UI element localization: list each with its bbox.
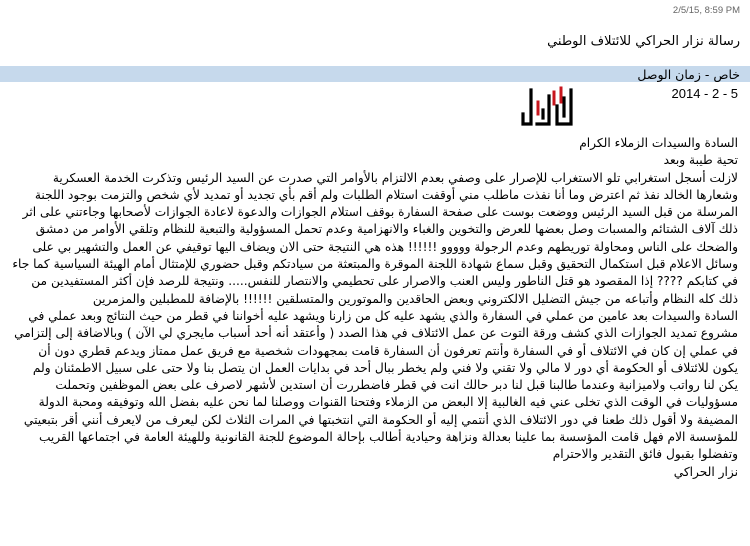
source-label: خاص - زمان الوصل: [637, 67, 740, 82]
letter-date: 2014 - 2 - 5: [671, 86, 738, 101]
letter-paragraph: السادة والسيدات بعد عامين من عملي في السفارة والذي يشهد عليه كل من زارنا ويشهد عليه أخواننا في قطر من حيث النتائج وبعد عملي في مشروع تمديد الجوازات الذي كشف ورقة التوت عن عمل الائتلاف في هذا الصدد ( وأعتقد أنه أحد أسباب مايجري لي الآن ) وبالاضافة إلى إلتزامي في عملي إن كان في الائتلاف أو في السفارة وأنتم تعرفون أن السفارة قامت بمجهودات شخصية مع فريق عمل ممتاز ويدعم قطري دون أن يكون للائتلاف أو الحكومة أي دور لا مالي ولا تقني ولا فني ولم يخطر ببال أحد في بدايات العمل ان يتصل بنا ولا حتى على سبيل الاطمئنان ولم يكن لنا رواتب ولاميزانية وعندما طالبنا قبل لنا دبر حالك انت في قطر فاضطررت أن استدين لأشهر لاصرف على بعض الموظفين وتحملت مسؤوليات في الوقت الذي تخلى عني فيه الغالبية إلا البعض من الزملاء وفتحنا القنوات ووصلنا لما نحن عليه بفضل الله وتوفيقه ومحبة الدولة المضيفة ولا أقول ذلك طعنا في دور الائتلاف الذي أنتمي إليه أو الحكومة التي انتخبتها في المرات الثلاث لكن ليعرف من لايعرف أنني أقر بتبعيتي للمؤسسة الام فهل قامت المؤسسة بما علينا بعدالة ونزاهة وحيادية أطالب بإحالة الموضوع للجنة القانونية وللهيئة العامة في اجتماعها القريب: [14, 308, 738, 445]
letter-signature: نزار الحراكي: [673, 464, 738, 479]
letter-salutation: تحية طيبة وبعد: [663, 153, 738, 168]
letter-closing: وتفضلوا بقبول فائق التقدير والاحترام: [552, 447, 738, 462]
page-title: رسالة نزار الحراكي للائتلاف الوطني: [547, 34, 740, 49]
letter-paragraph: لازلت أسجل استغرابي تلو الاستغراب للإصرار على وصفي بعدم الالتزام بالأوامر التي صدرت عن السيد الرئيس وتذكرت الخدمة العسكرية وشعارها الخالد نفذ ثم اعترض وما أنا نفذت ماطلب مني أوقفت استلام الطلبات ولم أقم بأي تجديد أو تمديد لأي شخص والتزمت بوجود اللجنة المرسلة من قبل السيد الرئيس ووضعت بوست على صفحة السفارة بوقف استلام الجوازات والدعوة لاعادة الجوازات لأصحابها وجاءتني على اثر ذلك آلاف الشتائم والمسبات وصل بعضها للعرض والتخوين والغباء والانهزامية وعدم تحمل المسؤولية والتبعية للنظام وتلقي الأوامر من دمشق والضحك على الناس ومحاولة توريطهم وعدم الرجولة ووووو !!!!!! هذه هي النتيجة حتى الان ويضاف اليها توقيفي عن العمل والتشهير بي على وسائل الاعلام قبل استكمال التحقيق وقبل سماع شهادة اللجنة الموقرة والمبتعثة من سيادتكم وقبل حضوري للإمتثال أمام الهيئة السياسية كما جاء في كتابكم ???? إذا المقصود هو قتل الناطور وليس العنب والاصرار على تحطيمي والانتصار للنفس..... ونتيجة للرصد فإن أكثر المستفيدين من ذلك كله النظام وأتباعه من جيش التضليل الالكتروني وبعض الحاقدين والموتورين والمتسلقين !!!!!! بالإضافة للمطبلين والمزمرين: [12, 170, 738, 306]
print-timestamp: 2/5/15, 8:59 PM: [672, 5, 740, 16]
letter-body: [10, 135, 738, 481]
zaman-alwasl-logo: [519, 84, 579, 132]
letter-greeting: السادة والسيدات الزملاء الكرام: [579, 136, 738, 150]
